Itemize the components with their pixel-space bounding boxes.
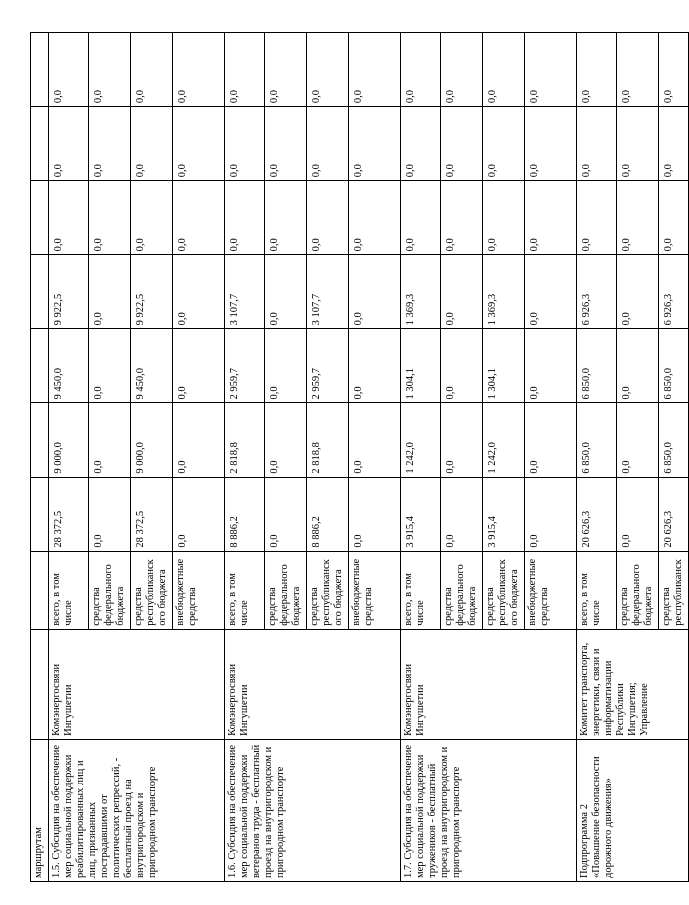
measure-name-cell: 1.5. Субсидия на обеспечение мер социальной поддержки реабилитированных лиц и лиц, признанных пострадавшими от политических репрессий, - бесплатный проезд на внутригородском и пригородном транспорте [49, 739, 225, 881]
header-cell: маршрутам [31, 739, 49, 881]
amount-cell: 0,0 [617, 33, 659, 107]
empty-cell [31, 551, 49, 629]
amount-cell: 0,0 [265, 403, 307, 477]
amount-cell: 9 922,5 [131, 255, 173, 329]
empty-cell [31, 33, 49, 107]
amount-cell: 6 850,0 [577, 403, 617, 477]
funding-source-cell: всего, в том числе [577, 551, 617, 629]
amount-cell: 1 304,1 [401, 329, 441, 403]
amount-cell: 1 369,3 [483, 255, 525, 329]
amount-cell: 2 959,7 [307, 329, 349, 403]
amount-cell: 0,0 [617, 181, 659, 255]
amount-cell: 0,0 [441, 107, 483, 181]
amount-cell: 0,0 [265, 477, 307, 551]
amount-cell: 0,0 [525, 403, 577, 477]
amount-cell: 0,0 [89, 107, 131, 181]
amount-cell: 6 926,3 [577, 255, 617, 329]
amount-cell: 0,0 [525, 33, 577, 107]
table-row [49, 33, 89, 882]
amount-cell: 3 107,7 [225, 255, 265, 329]
amount-cell: 0,0 [225, 181, 265, 255]
funding-source-cell: средства федерального бюджета [89, 551, 131, 629]
amount-cell: 9 000,0 [49, 403, 89, 477]
table-row [401, 33, 441, 882]
amount-cell: 0,0 [441, 181, 483, 255]
amount-cell: 0,0 [349, 181, 401, 255]
amount-cell: 0,0 [617, 477, 659, 551]
amount-cell: 3 915,4 [401, 477, 441, 551]
amount-cell: 0,0 [173, 181, 225, 255]
amount-cell: 0,0 [173, 255, 225, 329]
amount-cell: 0,0 [441, 329, 483, 403]
amount-cell: 0,0 [349, 107, 401, 181]
amount-cell: 0,0 [265, 107, 307, 181]
amount-cell: 0,0 [401, 181, 441, 255]
funding-source-cell: средства республиканского бюджета [131, 551, 173, 629]
measure-name-cell: 1.6. Субсидия на обеспечение мер социальной поддержки ветеранов труда - бесплатный проезд на внутригородском и пригородном транспорте [225, 739, 401, 881]
amount-cell: 9 000,0 [131, 403, 173, 477]
amount-cell: 0,0 [265, 255, 307, 329]
amount-cell: 0,0 [525, 329, 577, 403]
amount-cell: 0,0 [483, 107, 525, 181]
amount-cell: 0,0 [173, 329, 225, 403]
funding-source-cell: средства федерального бюджета [441, 551, 483, 629]
funding-source-cell: средства федерального бюджета [265, 551, 307, 629]
amount-cell: 0,0 [441, 33, 483, 107]
empty-cell [31, 329, 49, 403]
amount-cell: 0,0 [349, 329, 401, 403]
amount-cell: 0,0 [131, 33, 173, 107]
amount-cell: 0,0 [483, 181, 525, 255]
executor-cell: Комэнергосвязи Ингушетии [225, 629, 401, 739]
amount-cell: 0,0 [307, 107, 349, 181]
amount-cell: 28 372,5 [131, 477, 173, 551]
amount-cell: 0,0 [525, 255, 577, 329]
amount-cell: 9 450,0 [49, 329, 89, 403]
measure-name-cell: 1.7. Субсидия на обеспечение мер социальной поддержки тружеников - бесплатный проезд на внутригородском и пригородном транспорте [401, 739, 577, 881]
amount-cell: 9 922,5 [49, 255, 89, 329]
empty-cell [31, 255, 49, 329]
amount-cell: 0,0 [659, 107, 689, 181]
funding-source-cell: внебюджетные средства [349, 551, 401, 629]
empty-cell [31, 629, 49, 739]
amount-cell: 0,0 [577, 181, 617, 255]
amount-cell: 0,0 [173, 403, 225, 477]
table-row [31, 33, 49, 882]
amount-cell: 0,0 [89, 181, 131, 255]
funding-source-cell: внебюджетные средства [525, 551, 577, 629]
amount-cell: 0,0 [401, 33, 441, 107]
amount-cell: 8 886,2 [307, 477, 349, 551]
amount-cell: 0,0 [617, 329, 659, 403]
amount-cell: 0,0 [89, 255, 131, 329]
amount-cell: 0,0 [265, 329, 307, 403]
empty-cell [31, 181, 49, 255]
table-row [577, 33, 617, 882]
amount-cell: 2 818,8 [307, 403, 349, 477]
amount-cell: 0,0 [617, 107, 659, 181]
amount-cell: 0,0 [89, 477, 131, 551]
amount-cell: 0,0 [131, 107, 173, 181]
amount-cell: 0,0 [659, 33, 689, 107]
empty-cell [31, 477, 49, 551]
measure-name-cell: Подпрограмма 2 «Повышение безопасности дорожного движения» [577, 739, 689, 881]
amount-cell: 0,0 [225, 33, 265, 107]
table-row [225, 33, 265, 882]
table-body [31, 33, 689, 882]
amount-cell: 0,0 [483, 33, 525, 107]
amount-cell: 0,0 [49, 107, 89, 181]
funding-source-cell: внебюджетные средства [173, 551, 225, 629]
executor-cell: Комэнергосвязи Ингушетии [49, 629, 225, 739]
amount-cell: 0,0 [349, 477, 401, 551]
funding-source-cell: средства республиканск [659, 551, 689, 629]
amount-cell: 1 242,0 [401, 403, 441, 477]
amount-cell: 1 369,3 [401, 255, 441, 329]
funding-source-cell: всего, в том числе [401, 551, 441, 629]
amount-cell: 0,0 [173, 477, 225, 551]
amount-cell: 0,0 [349, 255, 401, 329]
amount-cell: 0,0 [349, 33, 401, 107]
amount-cell: 0,0 [617, 255, 659, 329]
amount-cell: 0,0 [577, 33, 617, 107]
amount-cell: 1 304,1 [483, 329, 525, 403]
amount-cell: 6 850,0 [659, 329, 689, 403]
amount-cell: 3 915,4 [483, 477, 525, 551]
amount-cell: 0,0 [89, 329, 131, 403]
amount-cell: 0,0 [265, 33, 307, 107]
amount-cell: 20 626,3 [659, 477, 689, 551]
amount-cell: 0,0 [349, 403, 401, 477]
amount-cell: 28 372,5 [49, 477, 89, 551]
amount-cell: 0,0 [173, 107, 225, 181]
funding-source-cell: средства республиканского бюджета [483, 551, 525, 629]
amount-cell: 2 959,7 [225, 329, 265, 403]
amount-cell: 0,0 [89, 403, 131, 477]
amount-cell: 0,0 [131, 181, 173, 255]
executor-cell: Комитет транспорта, энергетики, связи и информатизации Республики Ингушетия; Управление [577, 629, 689, 739]
amount-cell: 0,0 [525, 477, 577, 551]
rotated-table-container [30, 32, 684, 882]
funding-source-cell: всего, в том числе [225, 551, 265, 629]
amount-cell: 0,0 [173, 33, 225, 107]
amount-cell: 6 850,0 [577, 329, 617, 403]
amount-cell: 0,0 [659, 181, 689, 255]
amount-cell: 8 886,2 [225, 477, 265, 551]
amount-cell: 0,0 [401, 107, 441, 181]
funding-source-cell: средства федерального бюджета [617, 551, 659, 629]
amount-cell: 0,0 [525, 107, 577, 181]
amount-cell: 0,0 [441, 477, 483, 551]
amount-cell: 2 818,8 [225, 403, 265, 477]
amount-cell: 9 450,0 [131, 329, 173, 403]
budget-table [30, 32, 689, 882]
amount-cell: 0,0 [225, 107, 265, 181]
funding-source-cell: всего, в том числе [49, 551, 89, 629]
amount-cell: 0,0 [49, 33, 89, 107]
amount-cell: 0,0 [441, 255, 483, 329]
amount-cell: 0,0 [441, 403, 483, 477]
amount-cell: 3 107,7 [307, 255, 349, 329]
amount-cell: 6 926,3 [659, 255, 689, 329]
empty-cell [31, 107, 49, 181]
amount-cell: 0,0 [307, 181, 349, 255]
amount-cell: 0,0 [617, 403, 659, 477]
empty-cell [31, 403, 49, 477]
funding-source-cell: средства республиканского бюджета [307, 551, 349, 629]
amount-cell: 0,0 [49, 181, 89, 255]
amount-cell: 20 626,3 [577, 477, 617, 551]
amount-cell: 0,0 [307, 33, 349, 107]
amount-cell: 0,0 [525, 181, 577, 255]
amount-cell: 0,0 [265, 181, 307, 255]
executor-cell: Комэнергосвязи Ингушетии [401, 629, 577, 739]
amount-cell: 1 242,0 [483, 403, 525, 477]
amount-cell: 0,0 [577, 107, 617, 181]
amount-cell: 6 850,0 [659, 403, 689, 477]
amount-cell: 0,0 [89, 33, 131, 107]
